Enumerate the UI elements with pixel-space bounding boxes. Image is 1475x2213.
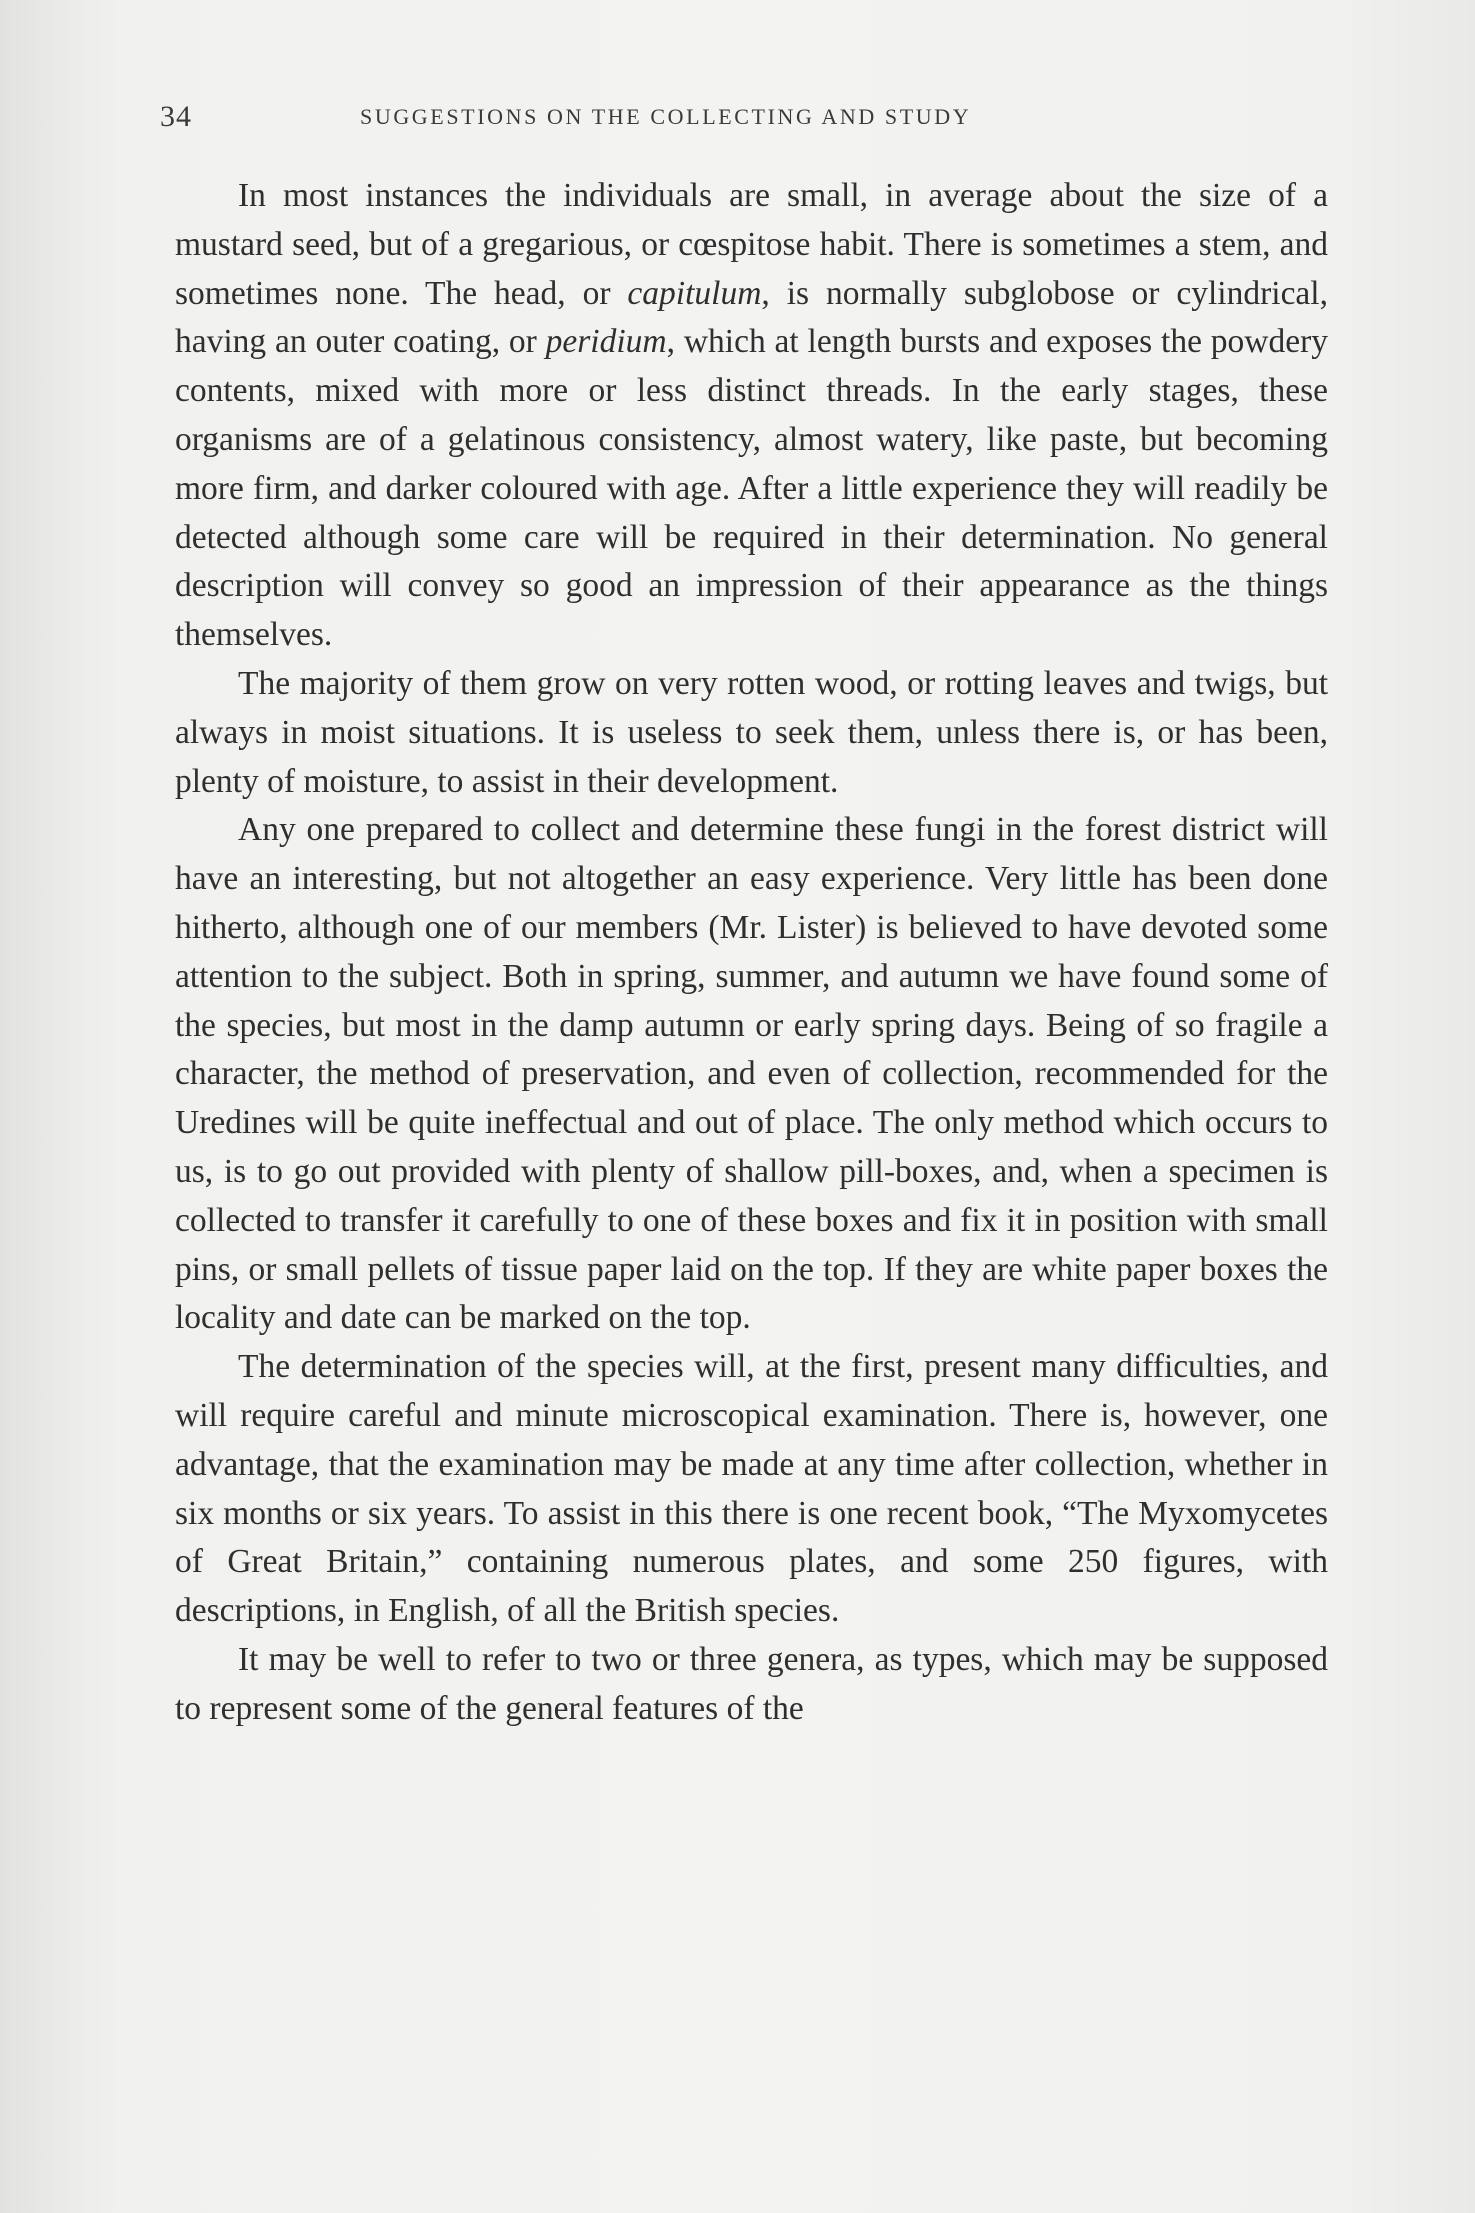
paragraph-4: The determination of the species will, at the first, present many difficulties, and will require careful and minute microscopical examination. There is, however, one advantage, that the examination may be made at any time after collection, whether in six months or six years. To assist in this there is one recent book, “The Myxomycetes of Great Britain,” containing numerous plates, and some 250 figures, with descriptions, in English, of all the British species. bbox=[175, 1348, 1328, 1630]
paragraph-2: The majority of them grow on very rotten wood, or rotting leaves and twigs, but always in moist situations. It is useless to seek them, unless there is, or has been, plenty of moisture, to assist in their development. bbox=[175, 664, 1328, 800]
body-text bbox=[175, 172, 1328, 1734]
term-capitulum: capitulum bbox=[627, 274, 762, 312]
page-number: 34 bbox=[160, 100, 192, 133]
term-peridium: peridium bbox=[545, 323, 667, 361]
paragraph-1 bbox=[175, 172, 1328, 660]
paragraph-1-text-b: , is normally subglobose or cylindrical, having an outer coating, or bbox=[175, 274, 1328, 361]
paragraph-3: Any one prepared to collect and determine these fungi in the forest district will have an interesting, but not altogether an easy experience. Very little has been done hitherto, although one of our members (Mr. Lister) is believed to have devoted some attention to the subject. Both in spring, summer, and autumn we have found some of the species, but most in the damp autumn or early spring days. Being of so fragile a character, the method of preservation, and even of collection, recommended for the Uredines will be quite ineffectual and out of place. The only method which occurs to us, is to go out provided with plenty of shallow pill-boxes, and, when a specimen is collected to transfer it carefully to one of these boxes and fix it in position with small pins, or small pellets of tissue paper laid on the top. If they are white paper boxes the locality and date can be marked on the top. bbox=[175, 811, 1328, 1337]
running-head bbox=[160, 100, 1326, 140]
running-title: SUGGESTIONS ON THE COLLECTING AND STUDY bbox=[360, 104, 972, 129]
paragraph-5: It may be well to refer to two or three genera, as types, which may be supposed to represent some of the general features of the bbox=[175, 1640, 1328, 1727]
paragraph-1-text-c: , which at length bursts and exposes the powdery contents, mixed with more or less distinct threads. In the early stages, these organisms are of a gelatinous consistency, almost watery, like paste, but becoming more firm, and darker coloured with age. After a little experience they will readily be detected although some care will be required in their determination. No general description will convey so good an impression of their appearance as the things themselves. bbox=[175, 323, 1329, 654]
paragraph-1-text-a: In most instances the individuals are small, in average about the size of a mustard seed, but of a gregarious, or cœspitose habit. There is sometimes a stem, and sometimes none. The head, or bbox=[175, 177, 1328, 312]
